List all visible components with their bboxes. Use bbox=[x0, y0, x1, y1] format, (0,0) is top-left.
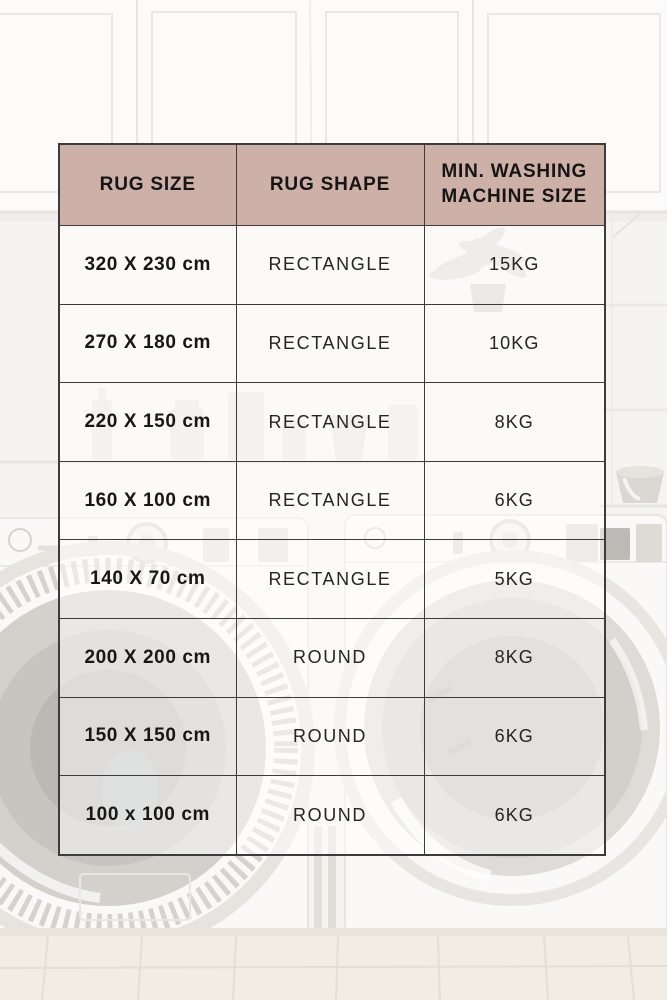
wood-floor bbox=[0, 928, 667, 1000]
table-row bbox=[59, 383, 605, 462]
cell-size: 320 X 230 cm bbox=[59, 226, 236, 305]
cell-shape: RECTANGLE bbox=[236, 540, 424, 619]
table-row bbox=[59, 776, 605, 855]
cell-machine: 15KG bbox=[424, 226, 605, 305]
cell-machine: 10KG bbox=[424, 304, 605, 383]
table-row bbox=[59, 226, 605, 305]
cell-size: 200 X 200 cm bbox=[59, 619, 236, 698]
cell-shape: ROUND bbox=[236, 697, 424, 776]
cell-shape: RECTANGLE bbox=[236, 461, 424, 540]
col-header-rug-shape: RUG SHAPE bbox=[236, 144, 424, 226]
cell-machine: 6KG bbox=[424, 461, 605, 540]
table-header bbox=[59, 144, 605, 226]
cell-size: 150 X 150 cm bbox=[59, 697, 236, 776]
rug-size-table bbox=[58, 143, 606, 856]
cell-machine: 8KG bbox=[424, 383, 605, 462]
cell-size: 100 x 100 cm bbox=[59, 776, 236, 855]
cell-machine: 6KG bbox=[424, 697, 605, 776]
col-header-rug-size: RUG SIZE bbox=[59, 144, 236, 226]
table-row bbox=[59, 619, 605, 698]
metal-bowl bbox=[616, 466, 664, 503]
table-row bbox=[59, 304, 605, 383]
cell-machine: 6KG bbox=[424, 776, 605, 855]
table-row bbox=[59, 540, 605, 619]
cell-machine: 5KG bbox=[424, 540, 605, 619]
cell-size: 270 X 180 cm bbox=[59, 304, 236, 383]
table-row bbox=[59, 697, 605, 776]
col-header-machine-size: MIN. WASHING MACHINE SIZE bbox=[424, 144, 605, 226]
table-body bbox=[59, 226, 605, 856]
cell-size: 220 X 150 cm bbox=[59, 383, 236, 462]
cell-size: 140 X 70 cm bbox=[59, 540, 236, 619]
table-row bbox=[59, 461, 605, 540]
cell-shape: ROUND bbox=[236, 619, 424, 698]
cell-shape: RECTANGLE bbox=[236, 383, 424, 462]
header-row bbox=[59, 144, 605, 226]
cell-shape: ROUND bbox=[236, 776, 424, 855]
cell-shape: RECTANGLE bbox=[236, 304, 424, 383]
cell-machine: 8KG bbox=[424, 619, 605, 698]
cell-size: 160 X 100 cm bbox=[59, 461, 236, 540]
cell-shape: RECTANGLE bbox=[236, 226, 424, 305]
